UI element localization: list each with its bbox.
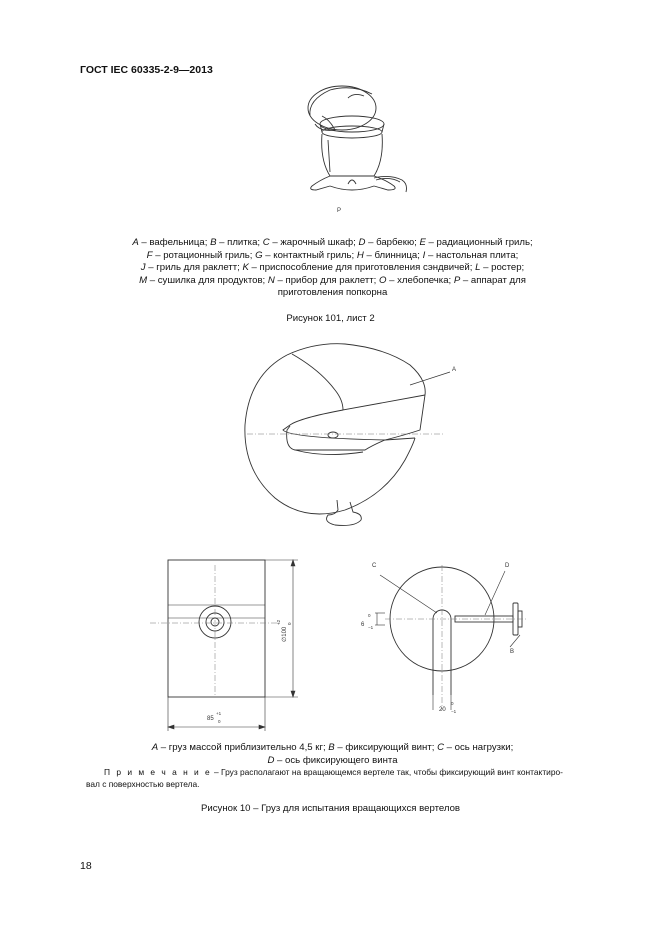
note-label: П р и м е ч а н и е bbox=[104, 767, 212, 777]
legend-line: A – вафельница; B – плитка; C – жарочный шкаф; D – барбекю; E – радиационный гриль; bbox=[132, 237, 533, 248]
label-d: D bbox=[505, 563, 510, 569]
label-b: B bbox=[510, 649, 515, 655]
note-text: – Груз располагают на вращающемся вертеле так, чтобы фиксирующий винт контактиро- bbox=[211, 767, 563, 777]
dimension-diameter: ∅100 bbox=[282, 626, 288, 642]
dimension-width-tol-bottom: 0 bbox=[218, 719, 221, 724]
label-c: C bbox=[372, 563, 377, 569]
dimension-six-tol-top: 0 bbox=[368, 613, 371, 618]
dimension-width: 85 bbox=[207, 716, 214, 722]
legend-line: приготовления попкорна bbox=[277, 287, 388, 299]
document-header: ГОСТ IEC 60335-2-9—2013 bbox=[80, 64, 213, 76]
label-a: A bbox=[452, 367, 457, 373]
legend-line: J – гриль для раклетт; K – приспособление для приготовления сэндвичей; L – ростер; bbox=[140, 262, 525, 274]
popcorn-machine-drawing bbox=[290, 80, 420, 215]
legend-line: M – сушилка для продуктов; N – прибор для раклетт; O – хлебопечка; P – аппарат для bbox=[139, 274, 526, 286]
dimension-diameter-tol-top: +2 bbox=[276, 619, 281, 625]
dimension-twenty: 20 bbox=[439, 707, 446, 713]
dimension-six-tol-bottom: −1 bbox=[368, 625, 374, 630]
legend-line: A – груз массой приблизительно 4,5 кг; B – фиксирующий винт; C – ось нагрузки; bbox=[151, 742, 514, 753]
figure-101-legend bbox=[70, 237, 595, 300]
dimension-width-tol-top: +1 bbox=[216, 711, 222, 716]
dimension-six: 6 bbox=[361, 622, 365, 628]
dimension-diameter-tol-bottom: 0 bbox=[287, 622, 292, 625]
note-text-continued: вал с поверхностью вертела. bbox=[86, 778, 200, 789]
dimension-twenty-tol-top: 0 bbox=[451, 701, 454, 706]
figure-10-legend bbox=[70, 742, 595, 767]
legend-line: F – ротационный гриль; G – контактный гриль; H – блинница; I – настольная плита; bbox=[146, 249, 519, 261]
figure-10-caption: Рисунок 10 – Груз для испытания вращающихся вертелов bbox=[200, 803, 461, 814]
weight-front-view-drawing bbox=[355, 555, 530, 715]
legend-line: D – ось фиксирующего винта bbox=[267, 754, 398, 766]
dimension-twenty-tol-bottom: −1 bbox=[451, 709, 457, 714]
weight-side-view-drawing bbox=[150, 555, 310, 735]
figure-101-caption: Рисунок 101, лист 2 bbox=[286, 313, 375, 324]
weight-isometric-drawing bbox=[235, 330, 470, 535]
figure-10-note bbox=[86, 767, 596, 790]
page-number: 18 bbox=[80, 860, 92, 872]
item-p-label: P bbox=[337, 208, 342, 214]
